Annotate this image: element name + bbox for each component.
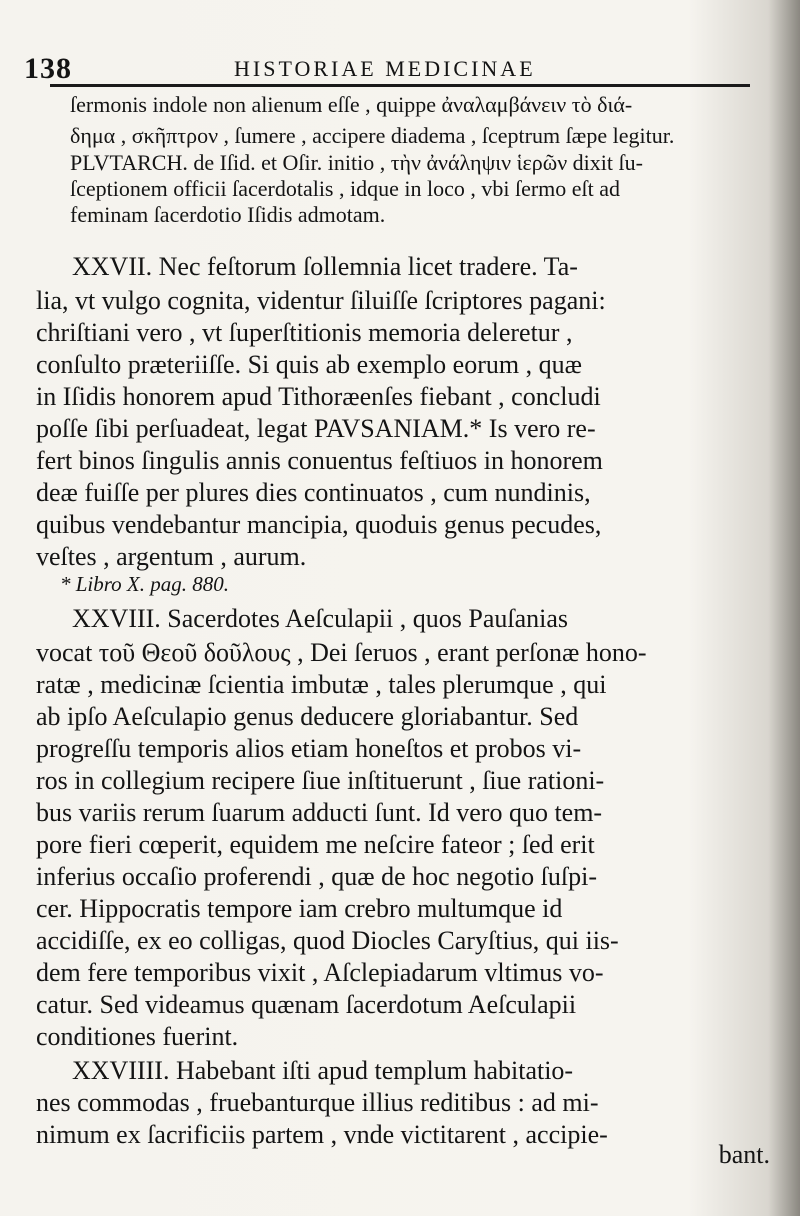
text-line: in Iſidis honorem apud Tithoræenſes fiebant , concludi [36, 382, 601, 411]
text-line: ros in collegium recipere ſiue inſtituerunt , ſiue rationi- [36, 766, 605, 795]
text-line: veſtes , argentum , aurum. [36, 542, 307, 571]
text-line: ſermonis indole non alienum eſſe , quippe ἀναλαμβάνειν τὸ διά- [70, 92, 633, 117]
text-line: bus variis rerum ſuarum adducti ſunt. Id vero quo tem- [36, 798, 603, 827]
text-line: pore fieri cœperit, equidem me neſcire fateor ; ſed erit [36, 830, 595, 859]
text-line: deæ fuiſſe per plures dies continuatos , cum nundinis, [36, 478, 591, 507]
text-line: conſulto præteriiſſe. Si quis ab exemplo eorum , quæ [36, 350, 582, 379]
text-line: poſſe ſibi perſuadeat, legat PAVSANIAM.* Is vero re- [36, 414, 596, 443]
text-line: ratæ , medicinæ ſcientia imbutæ , tales plerumque , qui [36, 670, 607, 699]
text-line: progreſſu temporis alios etiam honeſtos et probos vi- [36, 734, 582, 763]
text-line: fert binos ſingulis annis conuentus feſtiuos in honorem [36, 446, 603, 475]
text-line: accidiſſe, ex eo colligas, quod Diocles Caryſtius, qui iis- [36, 926, 619, 955]
text-line: catur. Sed videamus quænam ſacerdotum Aeſculapii [36, 990, 577, 1019]
text-line: lia, vt vulgo cognita, videntur ſiluiſſe ſcriptores pagani: [36, 286, 606, 315]
text-line: ab ipſo Aeſculapio genus deducere gloriabantur. Sed [36, 702, 579, 731]
footnote-text: * Libro X. pag. 880. [60, 572, 229, 596]
text-line: chriſtiani vero , vt ſuperſtitionis memoria deleretur , [36, 318, 573, 347]
text-line: vocat τοῦ Θεοῦ δοῦλους , Dei ſeruos , erant perſonæ hono- [36, 638, 647, 667]
text-line: quibus vendebantur mancipia, quoduis genus pecudes, [36, 510, 602, 539]
section-heading-line: XXVIIII. Habebant iſti apud templum habitatio- [72, 1056, 574, 1085]
text-line: cer. Hippocratis tempore iam crebro multumque id [36, 894, 563, 923]
section-heading-line: XXVII. Nec feſtorum ſollemnia licet tradere. Ta- [72, 252, 578, 281]
running-head: HISTORIAE MEDICINAE [234, 56, 536, 81]
catchword: bant. [718, 1140, 770, 1169]
text-line: δημα , σκῆπτρον , ſumere , accipere diadema , ſceptrum ſæpe legitur. [70, 123, 675, 148]
page-number: 138 [24, 52, 72, 85]
text-line: inferius occaſio proferendi , quæ de hoc negotio ſuſpi- [36, 862, 598, 891]
text-line: PLVTARCH. de Iſid. et Oſir. initio , τὴν ἀνάληψιν ἱερῶν dixit ſu- [70, 150, 643, 175]
text-line: nimum ex ſacrificiis partem , vnde victitarent , accipie- [36, 1120, 608, 1149]
text-line: ſceptionem officii ſacerdotalis , idque in loco , vbi ſermo eſt ad [70, 176, 621, 201]
text-line: feminam ſacerdotio Iſidis admotam. [70, 202, 386, 227]
text-line: dem fere temporibus vixit , Aſclepiadarum vltimus vo- [36, 958, 604, 987]
section-heading-line: XXVIII. Sacerdotes Aeſculapii , quos Pauſanias [72, 604, 569, 633]
text-line: nes commodas , fruebanturque illius reditibus : ad mi- [36, 1088, 599, 1117]
text-line: conditiones fuerint. [36, 1022, 239, 1051]
